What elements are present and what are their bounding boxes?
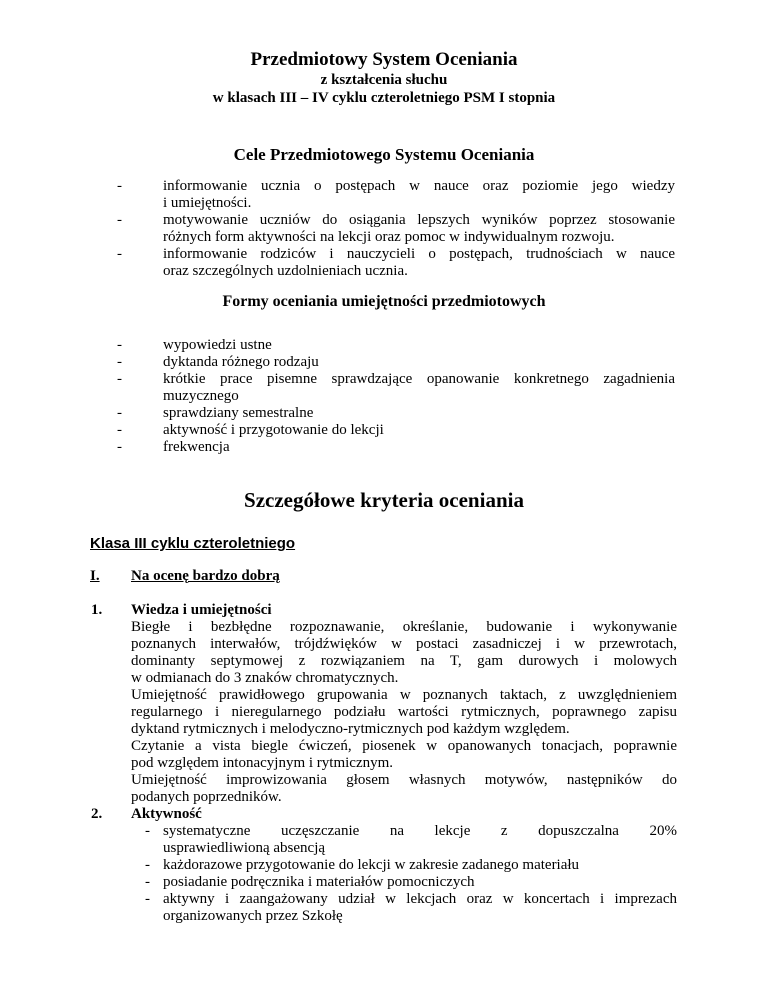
grade-roman-numeral: I. xyxy=(90,568,100,584)
section-1-paragraph-3 xyxy=(131,738,677,772)
s1p3-line-2: pod względem intonacyjnym i rytmicznym. xyxy=(131,755,394,771)
cele-item-3-line-1: informowanie rodziców i nauczycieli o postępach, trudnościach w nauce xyxy=(163,246,675,262)
section-1-paragraph-2 xyxy=(131,687,677,738)
document-subtitle-classes: w klasach III – IV cyklu czteroletniego PSM I stopnia xyxy=(212,90,556,106)
formy-bullet-5: - xyxy=(117,422,122,438)
s1p3-line-1: Czytanie a vista biegle ćwiczeń, piosenek w opanowanych tonacjach, poprawnie xyxy=(131,738,677,754)
cele-item-2-line-2: różnych form aktywności na lekcji oraz pomoc w indywidualnym rozwoju. xyxy=(163,229,615,245)
cele-bullet-1: - xyxy=(117,178,122,194)
formy-bullet-1: - xyxy=(117,337,122,353)
section-1-paragraph-1 xyxy=(131,619,677,687)
section-2-number: 2. xyxy=(91,806,103,822)
s1p1-line-3: dominanty septymowej z rozwiązaniem na T, gam durowych i molowych xyxy=(131,653,677,669)
s1p4-line-1: Umiejętność improwizowania głosem własnych motywów, następników do xyxy=(131,772,677,788)
cele-item-1-line-2: i umiejętności. xyxy=(163,195,252,211)
formy-bullet-4: - xyxy=(117,405,122,421)
aktywnosc-item-1-line-1: systematyczne uczęszczanie na lekcje z dopuszczalna 20% xyxy=(163,823,677,839)
formy-item-3-line-2: muzycznego xyxy=(163,388,239,404)
s1p1-line-2: poznanych interwałów, trójdźwięków w postaci zasadniczej i w przewrotach, xyxy=(131,636,677,652)
s1p2-line-1: Umiejętność prawidłowego grupowania w poznanych taktach, z uwzględnieniem xyxy=(131,687,677,703)
cele-item-1-line-1: informowanie ucznia o postępach w nauce oraz poziomie jego wiedzy xyxy=(163,178,675,194)
cele-item-1 xyxy=(163,178,675,212)
aktywnosc-item-1 xyxy=(163,823,677,857)
section-1-title: Wiedza i umiejętności xyxy=(131,602,272,618)
formy-item-6: frekwencja xyxy=(163,439,230,455)
formy-item-3-line-1: krótkie prace pisemne sprawdzające opanowanie konkretnego zagadnienia xyxy=(163,371,675,387)
cele-item-2 xyxy=(163,212,675,246)
szczegolowe-heading: Szczegółowe kryteria oceniania xyxy=(244,488,524,512)
cele-bullet-3: - xyxy=(117,246,122,262)
document-subtitle-subject: z kształcenia słuchu xyxy=(320,72,448,88)
aktywnosc-item-3: posiadanie podręcznika i materiałów pomocniczych xyxy=(163,874,475,890)
aktywnosc-bullet-2: - xyxy=(145,857,150,873)
s1p1-line-1: Biegłe i bezbłędne rozpoznawanie, określanie, budowanie i wykonywanie xyxy=(131,619,677,635)
aktywnosc-item-4-line-1: aktywny i zaangażowany udział w lekcjach oraz w koncertach i imprezach xyxy=(163,891,677,907)
formy-item-3 xyxy=(163,371,675,405)
formy-bullet-6: - xyxy=(117,439,122,455)
cele-item-3-line-2: oraz szczególnych uzdolnieniach ucznia. xyxy=(163,263,408,279)
formy-heading: Formy oceniania umiejętności przedmiotowych xyxy=(222,293,546,310)
klasa-heading: Klasa III cyklu czteroletniego xyxy=(90,535,296,552)
cele-heading: Cele Przedmiotowego Systemu Oceniania xyxy=(233,145,535,164)
s1p1-line-4: w odmianach do 3 znaków chromatycznych. xyxy=(131,670,399,686)
s1p2-line-3: dyktand rytmicznych i melodyczno-rytmicznych pod każdym względem. xyxy=(131,721,570,737)
formy-item-5: aktywność i przygotowanie do lekcji xyxy=(163,422,384,438)
aktywnosc-item-4-line-2: organizowanych przez Szkołę xyxy=(163,908,343,924)
aktywnosc-item-2: każdorazowe przygotowanie do lekcji w zakresie zadanego materiału xyxy=(163,857,580,873)
cele-bullet-2: - xyxy=(117,212,122,228)
section-2-title: Aktywność xyxy=(131,806,202,822)
formy-item-4: sprawdziany semestralne xyxy=(163,405,314,421)
formy-item-2: dyktanda różnego rodzaju xyxy=(163,354,319,370)
aktywnosc-bullet-1: - xyxy=(145,823,150,839)
s1p2-line-2: regularnego i nieregularnego podziału wartości rytmicznych, poprawnego zapisu xyxy=(131,704,677,720)
formy-item-1: wypowiedzi ustne xyxy=(163,337,272,353)
aktywnosc-bullet-3: - xyxy=(145,874,150,890)
cele-item-3 xyxy=(163,246,675,280)
section-1-paragraph-4 xyxy=(131,772,677,806)
section-1-number: 1. xyxy=(91,602,103,618)
s1p4-line-2: podanych poprzedników. xyxy=(131,789,282,805)
aktywnosc-item-4 xyxy=(163,891,677,925)
cele-item-2-line-1: motywowanie uczniów do osiągania lepszych wyników poprzez stosowanie xyxy=(163,212,675,228)
document-title: Przedmiotowy System Oceniania xyxy=(250,49,518,70)
aktywnosc-bullet-4: - xyxy=(145,891,150,907)
aktywnosc-item-1-line-2: usprawiedliwioną absencją xyxy=(163,840,326,856)
grade-heading: Na ocenę bardzo dobrą xyxy=(131,568,280,584)
formy-bullet-3: - xyxy=(117,371,122,387)
formy-bullet-2: - xyxy=(117,354,122,370)
